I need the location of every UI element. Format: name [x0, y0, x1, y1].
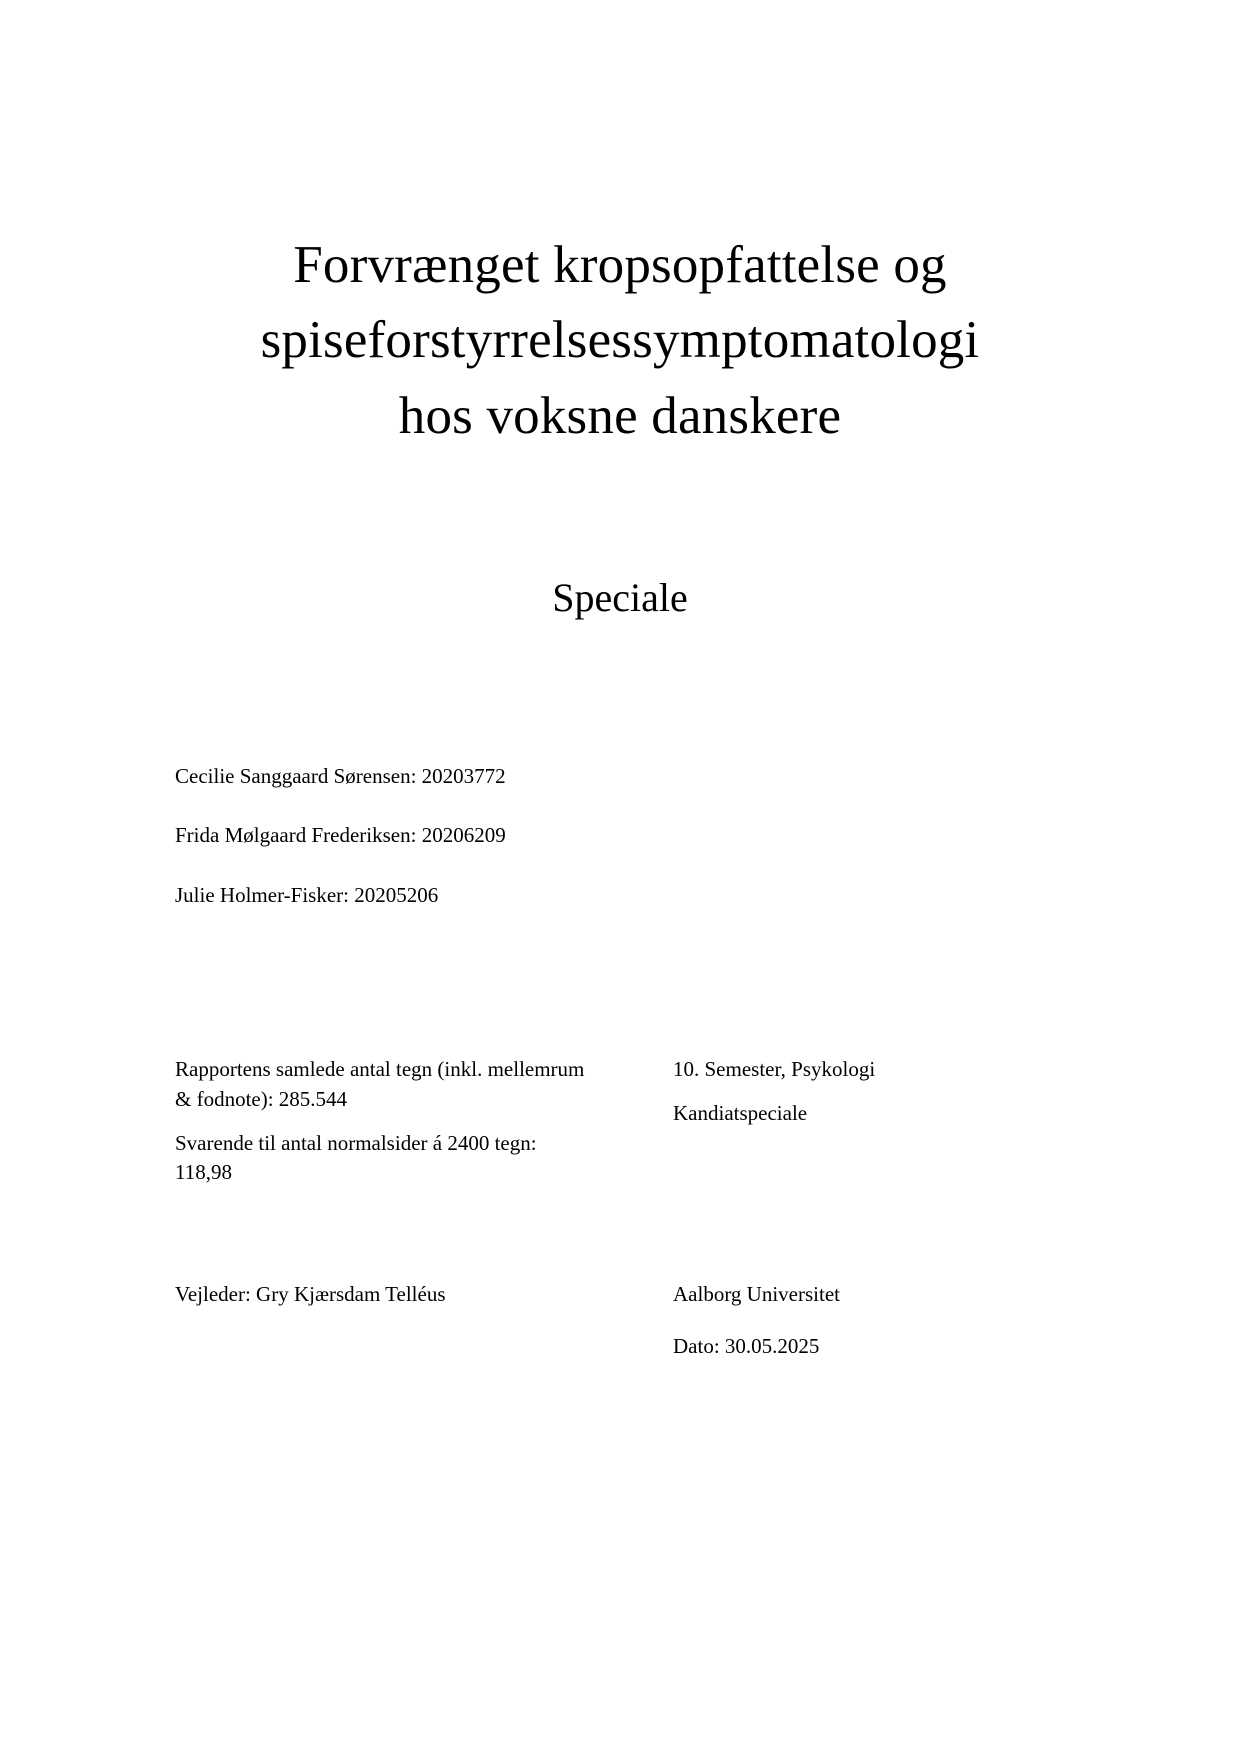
- document-subtitle: Speciale: [552, 575, 688, 620]
- university: Aalborg Universitet: [673, 1282, 840, 1306]
- date: Dato: 30.05.2025: [673, 1333, 820, 1358]
- author-list: [175, 762, 875, 940]
- character-count: Rapportens samlede antal tegn (inkl. mellemrum & fodnote): 285.544: [175, 1057, 585, 1111]
- supervisor: Vejleder: Gry Kjærsdam Telléus: [175, 1282, 446, 1306]
- author-entry: Julie Holmer-Fisker: 20205206: [175, 882, 439, 907]
- normal-pages-count: Svarende til antal normalsider á 2400 tegn: 118,98: [175, 1130, 537, 1185]
- author-entry: Frida Mølgaard Frederiksen: 20206209: [175, 823, 506, 848]
- footer-column-right: [673, 1280, 1073, 1384]
- metadata-column-right: [673, 1055, 1073, 1149]
- footer-column-left: [175, 1280, 595, 1332]
- author-entry: Cecilie Sanggaard Sørensen: 20203772: [175, 764, 506, 788]
- title-line-1: Forvrænget kropsopfattelse og: [293, 236, 947, 294]
- document-title: [150, 228, 1090, 454]
- thesis-type: Kandiatspeciale: [673, 1100, 808, 1125]
- metadata-column-left: [175, 1055, 595, 1208]
- semester-info: 10. Semester, Psykologi: [673, 1057, 876, 1081]
- title-line-3: hos voksne danskere: [398, 386, 842, 445]
- title-line-2: spiseforstyrrelsessymptomatologi: [260, 311, 980, 370]
